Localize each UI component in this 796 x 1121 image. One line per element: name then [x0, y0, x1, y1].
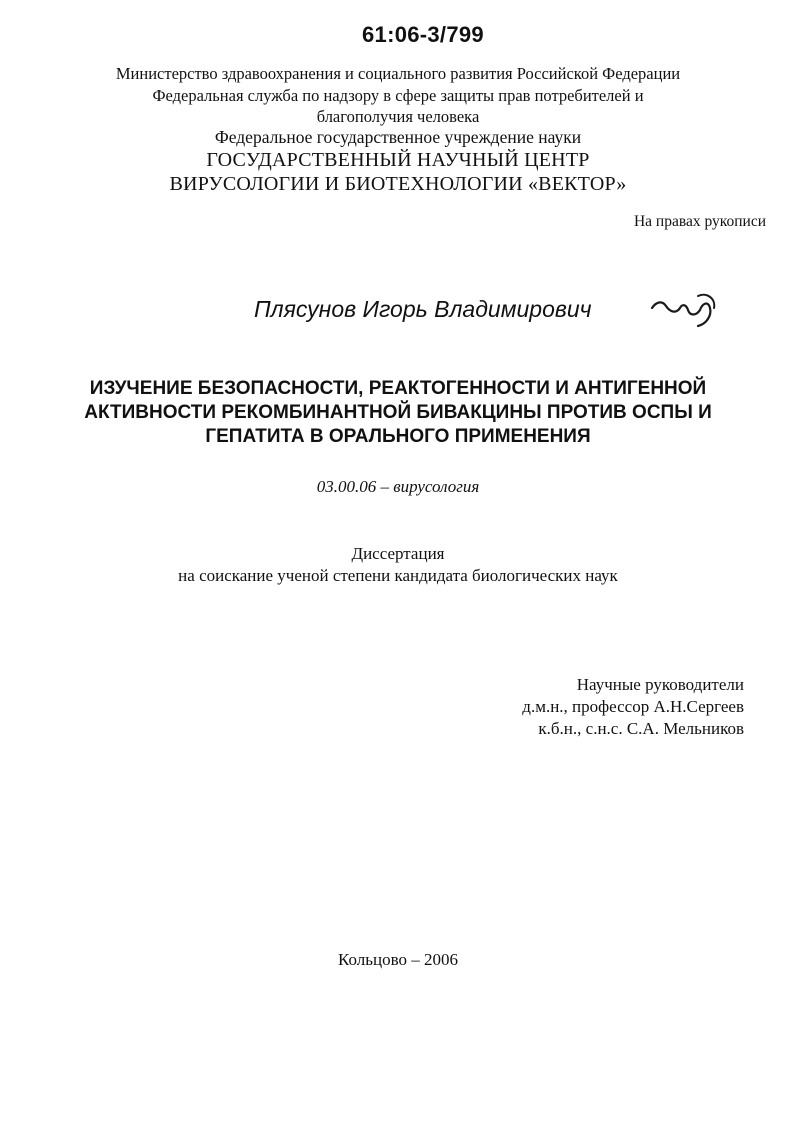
ministry-line: Министерство здравоохранения и социального развития Российской Федерации [115, 64, 681, 83]
place-and-year: Кольцово – 2006 [337, 950, 458, 969]
service-line-2: благополучия человека [316, 107, 480, 126]
manuscript-rights-note: На правах рукописи [633, 213, 766, 230]
center-name-line-1: ГОСУДАРСТВЕННЫЙ НАУЧНЫЙ ЦЕНТР [206, 149, 590, 171]
title-line-1: ИЗУЧЕНИЕ БЕЗОПАСНОСТИ, РЕАКТОГЕННОСТИ И АНТИГЕННОЙ [89, 378, 707, 399]
supervisor-2: к.б.н., с.н.с. С.А. Мельников [538, 719, 744, 738]
author-signature [646, 286, 726, 334]
supervisor-1: д.м.н., профессор А.Н.Сергеев [522, 697, 744, 716]
title-line-2: АКТИВНОСТИ РЕКОМБИНАНТНОЙ БИВАКЦИНЫ ПРОТИВ ОСПЫ И [84, 402, 712, 423]
document-code: 61:06-3/799 [362, 22, 484, 47]
supervisors-heading: Научные руководители [576, 675, 744, 694]
dissertation-description [0, 543, 796, 587]
institution-line: Федеральное государственное учреждение науки [214, 127, 582, 147]
degree-line: на соискание ученой степени кандидата биологических наук [178, 566, 618, 585]
center-name-line-2: ВИРУСОЛОГИИ И БИОТЕХНОЛОГИИ «ВЕКТОР» [169, 173, 627, 195]
dissertation-title [0, 377, 796, 449]
author-name: Плясунов Игорь Владимирович [254, 296, 592, 322]
service-line-1: Федеральная служба по надзору в сфере защиты прав потребителей и [152, 86, 644, 105]
dissertation-label: Диссертация [351, 544, 445, 563]
title-line-3: ГЕПАТИТА В ОРАЛЬНОГО ПРИМЕНЕНИЯ [205, 426, 591, 447]
specialty-code: 03.00.06 – вирусология [316, 477, 480, 496]
supervisors-block [522, 674, 744, 740]
